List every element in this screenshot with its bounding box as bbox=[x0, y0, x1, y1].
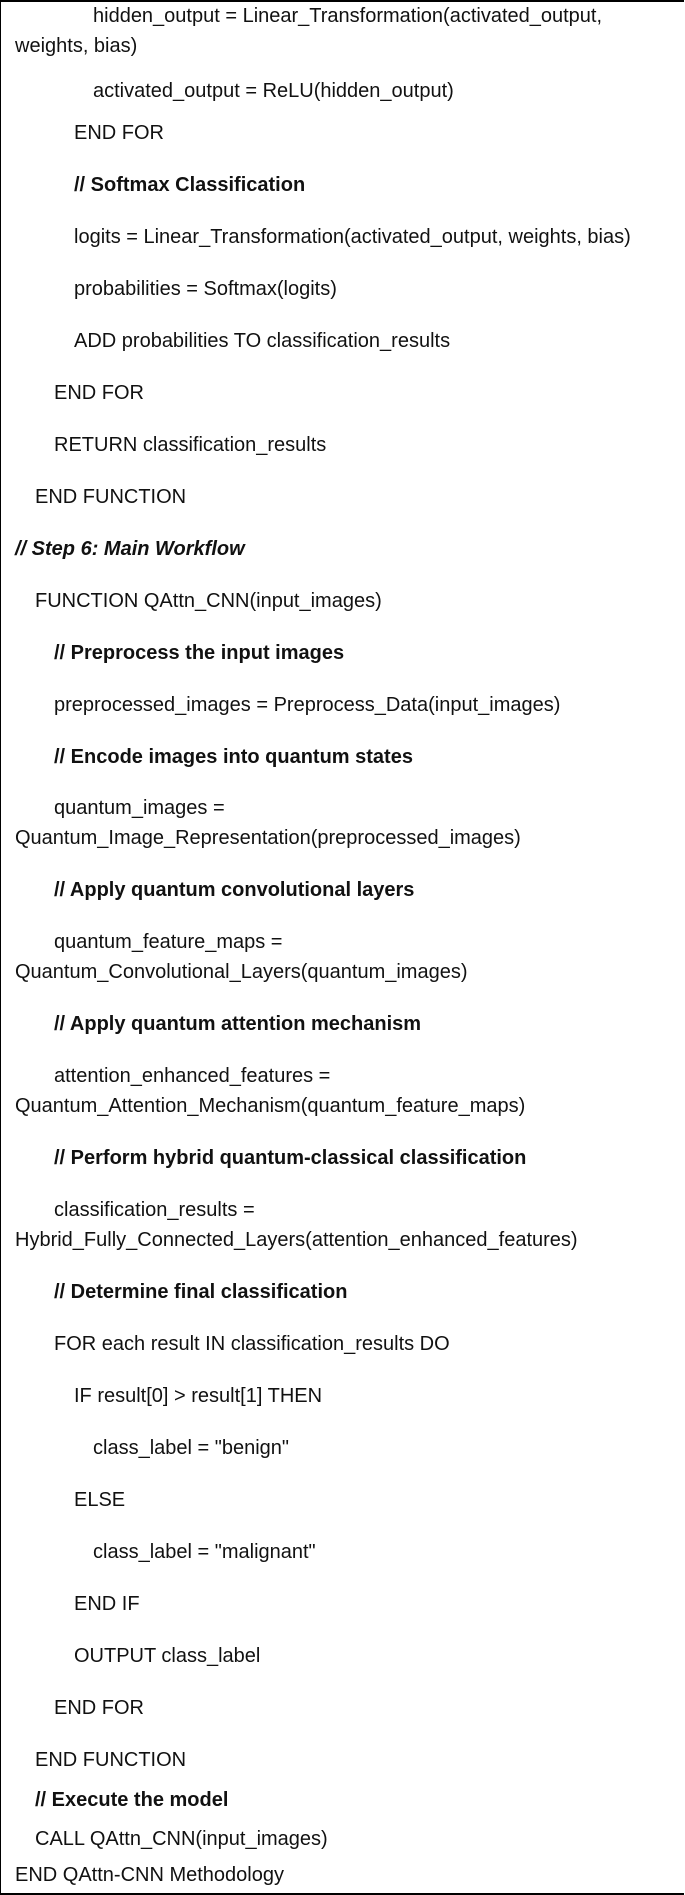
code-line: quantum_feature_maps = bbox=[54, 931, 283, 953]
code-line: RETURN classification_results bbox=[54, 434, 327, 456]
code-line: attention_enhanced_features = bbox=[54, 1065, 331, 1087]
comment-line: // Determine final classification bbox=[54, 1281, 348, 1303]
code-line: END FUNCTION bbox=[35, 1749, 187, 1771]
code-line: FUNCTION QAttn_CNN(input_images) bbox=[35, 590, 382, 612]
comment-line: // Softmax Classification bbox=[74, 174, 306, 196]
code-line: END IF bbox=[74, 1593, 140, 1615]
code-line: END FOR bbox=[54, 1697, 144, 1719]
code-line: Quantum_Attention_Mechanism(quantum_feature_maps) bbox=[15, 1095, 526, 1117]
code-line: Hybrid_Fully_Connected_Layers(attention_enhanced_features) bbox=[15, 1229, 578, 1251]
comment-line: // Execute the model bbox=[35, 1789, 229, 1811]
code-line: OUTPUT class_label bbox=[74, 1645, 261, 1667]
code-line: probabilities = Softmax(logits) bbox=[74, 278, 337, 300]
code-line: Quantum_Convolutional_Layers(quantum_images) bbox=[15, 961, 468, 983]
comment-line: // Perform hybrid quantum-classical classification bbox=[54, 1147, 527, 1169]
code-line: END FOR bbox=[74, 122, 164, 144]
code-line: weights, bias) bbox=[15, 35, 138, 57]
code-line: activated_output = ReLU(hidden_output) bbox=[93, 80, 454, 102]
step-heading: // Step 6: Main Workflow bbox=[15, 538, 245, 560]
code-line: ELSE bbox=[74, 1489, 126, 1511]
code-line: ADD probabilities TO classification_results bbox=[74, 330, 451, 352]
comment-line: // Apply quantum attention mechanism bbox=[54, 1013, 422, 1035]
code-line: hidden_output = Linear_Transformation(activated_output, bbox=[93, 5, 603, 27]
code-line: preprocessed_images = Preprocess_Data(input_images) bbox=[54, 694, 561, 716]
code-line: CALL QAttn_CNN(input_images) bbox=[35, 1828, 328, 1850]
code-line: logits = Linear_Transformation(activated_output, weights, bias) bbox=[74, 226, 631, 248]
document-footer: END QAttn-CNN Methodology bbox=[15, 1864, 284, 1886]
code-line: FOR each result IN classification_results DO bbox=[54, 1333, 450, 1355]
code-line: quantum_images = bbox=[54, 797, 225, 819]
code-line: IF result[0] > result[1] THEN bbox=[74, 1385, 323, 1407]
code-line: class_label = "benign" bbox=[93, 1437, 289, 1459]
code-line: classification_results = bbox=[54, 1199, 255, 1221]
code-line: END FOR bbox=[54, 382, 144, 404]
comment-line: // Preprocess the input images bbox=[54, 642, 345, 664]
code-line: class_label = "malignant" bbox=[93, 1541, 316, 1563]
comment-line: // Apply quantum convolutional layers bbox=[54, 879, 415, 901]
code-line: Quantum_Image_Representation(preprocessed_images) bbox=[15, 827, 521, 849]
comment-line: // Encode images into quantum states bbox=[54, 746, 413, 768]
code-line: END FUNCTION bbox=[35, 486, 187, 508]
